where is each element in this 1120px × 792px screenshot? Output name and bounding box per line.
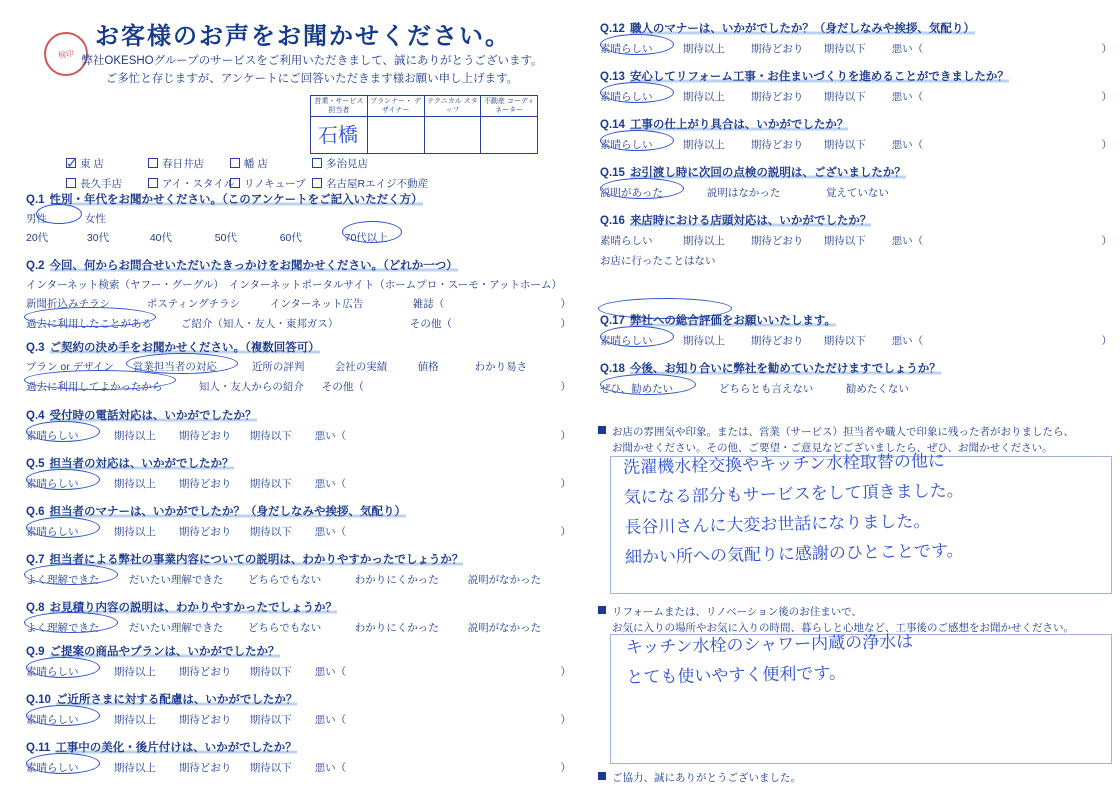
q12-option-bad-close: ） (1101, 43, 1112, 55)
q3-label (26, 339, 571, 355)
q16-option-bad-close: ） (1101, 235, 1112, 247)
q14-option-below[interactable]: 期待以下 (823, 139, 866, 151)
question-q17 (600, 312, 1112, 348)
q14-option-as-expected[interactable]: 期待どおり (750, 139, 804, 151)
q17-option-as-expected[interactable]: 期待どおり (750, 335, 804, 347)
checkbox-icon[interactable] (148, 178, 158, 188)
q17-options (600, 333, 1112, 348)
q6-option-above[interactable]: 期待以上 (113, 526, 156, 538)
q15-label (600, 164, 1112, 180)
q6-number: Q.6 (26, 506, 45, 518)
q1-option-30s[interactable]: 30代 (86, 232, 110, 244)
q4-text: 受付時の電話対応は、いかがでしたか？ (49, 410, 257, 422)
shop-label: リノキューブ (244, 178, 306, 190)
question-q5 (26, 455, 571, 491)
footer-thanks-text: ご協力、誠にありがとうございました。 (612, 772, 801, 784)
q9-option-above[interactable]: 期待以上 (113, 666, 156, 678)
q8-option-hard-to-understand[interactable]: わかりにくかった (354, 622, 439, 634)
q16-option-as-expected[interactable]: 期待どおり (750, 235, 804, 247)
q5-option-bad-close: ） (560, 478, 571, 490)
q8-option-neutral[interactable]: どちらでもない (247, 622, 322, 634)
staff-col-technical: テクニカル スタッフ (424, 96, 481, 117)
q1-number: Q.1 (26, 194, 45, 206)
q8-option-no-explanation[interactable]: 説明がなかった (467, 622, 542, 634)
q6-label (26, 503, 571, 519)
q7-option-understood-well[interactable]: よく理解できた (26, 574, 100, 586)
q13-option-above[interactable]: 期待以上 (682, 91, 725, 103)
q2-option-magazine[interactable]: 雑誌（ (412, 298, 445, 310)
q18-option-neutral[interactable]: どちらとも言えない (718, 383, 814, 395)
q2-options-row-1 (26, 277, 571, 292)
comment-1-prompt-line-1: お店の雰囲気や印象。または、営業（サービス）担当者や職人で印象に残った者がおりましたら、 (598, 424, 1110, 440)
q7-options (26, 572, 571, 587)
q3-option-referral[interactable]: 知人・友人からの紹介 (198, 381, 304, 393)
q12-options (600, 41, 1112, 56)
q6-option-below[interactable]: 期待以下 (249, 526, 292, 538)
q14-option-above[interactable]: 期待以上 (682, 139, 725, 151)
question-q15 (600, 164, 1112, 200)
shop-option-nagoya-r-age[interactable] (312, 176, 429, 191)
q1-option-40s[interactable]: 40代 (149, 232, 173, 244)
shop-option-tajimi[interactable] (312, 156, 422, 171)
q3-options-row-2 (26, 379, 571, 394)
q12-option-as-expected[interactable]: 期待どおり (750, 43, 804, 55)
q17-label (600, 312, 1112, 328)
q11-option-bad[interactable]: 悪い（ (314, 762, 347, 774)
q3-option-plan-design[interactable]: プラン or デザイン (26, 361, 114, 373)
q16-options-row-1 (600, 233, 1112, 248)
q14-options (600, 137, 1112, 152)
question-q6 (26, 503, 571, 539)
q11-options (26, 760, 571, 775)
q9-option-excellent[interactable]: 素晴らしい (26, 666, 79, 678)
question-q18 (600, 360, 1112, 396)
q2-option-newspaper-flyer[interactable]: 新聞折込みチラシ (26, 298, 110, 310)
shop-row-1 (66, 156, 422, 171)
q12-option-above[interactable]: 期待以上 (682, 43, 725, 55)
checkbox-icon[interactable] (148, 158, 158, 168)
staff-value-planner[interactable] (367, 117, 424, 154)
q5-options (26, 476, 571, 491)
q1-option-male[interactable]: 男性 (26, 213, 47, 225)
q17-option-below[interactable]: 期待以下 (823, 335, 866, 347)
shop-checkbox-group (66, 156, 429, 196)
q15-options (600, 185, 1112, 200)
q6-option-bad[interactable]: 悪い（ (314, 526, 347, 538)
q1-text: 性別・年代をお聞かせください。（このアンケートをご記入いただく方） (49, 194, 423, 206)
shop-label: 長久手店 (80, 178, 122, 190)
q6-option-excellent[interactable]: 素晴らしい (26, 526, 79, 538)
staff-value-realestate[interactable] (481, 117, 538, 154)
q9-option-as-expected[interactable]: 期待どおり (178, 666, 232, 678)
q13-option-bad-close: ） (1101, 91, 1112, 103)
q7-text: 担当者による弊社の事業内容についての説明は、わかりやすかったでしょうか？ (49, 554, 464, 566)
q3-option-sales-response[interactable]: 営業担当者の対応 (132, 361, 217, 373)
q1-option-70plus[interactable]: 70代以上 (344, 232, 388, 244)
q7-option-no-explanation[interactable]: 説明がなかった (467, 574, 542, 586)
question-q16 (600, 212, 1112, 268)
q18-text: 今後、お知り合いに弊社を勧めていただけますでしょうか？ (629, 363, 941, 375)
q3-text: ご契約の決め手をお聞かせください。（複数回答可） (49, 342, 320, 354)
q2-option-internet-search[interactable]: インターネット検索（ヤフー・グーグル） (26, 279, 224, 291)
q8-number: Q.8 (26, 602, 45, 614)
q4-option-excellent[interactable]: 素晴らしい (26, 430, 79, 442)
staff-table-header-row (311, 96, 538, 117)
q15-text: お引渡し時に次回の点検の説明は、ございましたか？ (629, 167, 906, 179)
shop-row-2 (66, 176, 429, 191)
q10-option-as-expected[interactable]: 期待どおり (178, 714, 232, 726)
q15-option-dont-remember[interactable]: 覚えていない (825, 187, 889, 199)
q9-option-below[interactable]: 期待以下 (249, 666, 292, 678)
q17-option-bad-close: ） (1101, 335, 1112, 347)
intro-line-1: 弊社OKESHOグループのサービスをご利用いただきまして、誠にありがとうございます。 (81, 55, 543, 67)
q10-number: Q.10 (26, 694, 51, 706)
q15-number: Q.15 (600, 167, 625, 179)
q5-option-above[interactable]: 期待以上 (113, 478, 156, 490)
q4-options (26, 428, 571, 443)
q2-number: Q.2 (26, 260, 45, 272)
q13-text: 安心してリフォーム工事・お住まいづくりを進めることができましたか？ (629, 71, 1009, 83)
q8-label (26, 599, 571, 615)
question-q14 (600, 116, 1112, 152)
q1-options-row-2 (26, 230, 571, 245)
q4-option-bad-close: ） (560, 430, 571, 442)
q9-option-bad-close: ） (560, 666, 571, 678)
q15-option-explained[interactable]: 説明があった (600, 187, 663, 199)
q2-label (26, 257, 571, 273)
q5-option-as-expected[interactable]: 期待どおり (178, 478, 232, 490)
q2-option-internet-ad[interactable]: インターネット広告 (269, 298, 364, 310)
staff-col-planner: プランナー・ デザイナー (367, 96, 424, 117)
shop-option-kasugai[interactable] (148, 156, 230, 171)
q16-option-below[interactable]: 期待以下 (823, 235, 866, 247)
q8-option-understood-well[interactable]: よく理解できた (26, 622, 100, 634)
staff-value-technical[interactable] (424, 117, 481, 154)
q7-option-hard-to-understand[interactable]: わかりにくかった (354, 574, 439, 586)
q17-option-above[interactable]: 期待以上 (682, 335, 725, 347)
q3-option-reputation[interactable]: 近所の評判 (251, 361, 305, 373)
q2-option-referral[interactable]: ご紹介（知人・友人・東邦ガス） (180, 318, 339, 330)
q1-label (26, 191, 571, 207)
shop-option-nagakute[interactable] (66, 176, 148, 191)
handwritten-staff-name: 石橋 (317, 122, 359, 148)
q11-label (26, 739, 571, 755)
shop-option-higashi[interactable] (66, 156, 148, 171)
shop-option-renocube[interactable] (230, 176, 312, 191)
q6-text: 担当者のマナーは、いかがでしたか？（身だしなみや挨拶、気配り） (49, 506, 407, 518)
q13-option-bad[interactable]: 悪い（ (891, 91, 924, 103)
q5-option-bad[interactable]: 悪い（ (314, 478, 347, 490)
q16-option-excellent[interactable]: 素晴らしい (600, 235, 653, 247)
question-q3 (26, 339, 571, 394)
q16-text: 来店時における店頭対応は、いかがでしたか？ (629, 215, 872, 227)
q9-text: ご提案の商品やプランは、いかがでしたか？ (49, 646, 280, 658)
q7-option-neutral[interactable]: どちらでもない (247, 574, 322, 586)
q2-options-row-2 (26, 296, 571, 311)
q3-option-price[interactable]: 値格 (417, 361, 439, 373)
q5-option-excellent[interactable]: 素晴らしい (26, 478, 79, 490)
q1-options-row-1 (26, 211, 571, 226)
q13-option-excellent[interactable]: 素晴らしい (600, 91, 653, 103)
q2-options-row-3 (26, 316, 571, 331)
q14-option-excellent[interactable]: 素晴らしい (600, 139, 653, 151)
checkbox-icon[interactable] (312, 158, 322, 168)
q12-option-below[interactable]: 期待以下 (823, 43, 866, 55)
q5-number: Q.5 (26, 458, 45, 470)
q3-option-clarity[interactable]: わかり易さ (474, 361, 528, 373)
footer-thanks (598, 770, 801, 785)
q6-option-as-expected[interactable]: 期待どおり (178, 526, 232, 538)
checkbox-icon[interactable] (230, 178, 240, 188)
q16-option-above[interactable]: 期待以上 (682, 235, 725, 247)
q12-number: Q.12 (600, 23, 625, 35)
q8-options (26, 620, 571, 635)
q18-label (600, 360, 1112, 376)
q5-label (26, 455, 571, 471)
q13-label (600, 68, 1112, 84)
q11-option-excellent[interactable]: 素晴らしい (26, 762, 79, 774)
q4-option-above[interactable]: 期待以上 (113, 430, 156, 442)
shop-option-istyle[interactable] (148, 176, 235, 191)
q16-options-row-2 (600, 253, 1112, 268)
q7-number: Q.7 (26, 554, 45, 566)
question-q2 (26, 257, 571, 331)
q2-option-portal-site[interactable]: インターネットポータルサイト（ホームプロ・スーモ・アットホーム） (228, 279, 562, 291)
q1-option-60s[interactable]: 60代 (279, 232, 302, 244)
q8-option-mostly-understood[interactable]: だいたい理解できた (128, 622, 224, 634)
q2-option-other-close: ） (560, 318, 571, 330)
q15-option-not-explained[interactable]: 説明はなかった (706, 187, 781, 199)
q2-text: 今回、何からお問合せいただいたきっかけをお聞かせください。（どれか一つ） (49, 260, 458, 272)
q2-option-other[interactable]: その他（ (409, 318, 452, 330)
q16-option-bad[interactable]: 悪い（ (891, 235, 924, 247)
question-q10 (26, 691, 571, 727)
seal-text: 検印 (57, 48, 75, 60)
q11-option-as-expected[interactable]: 期待どおり (178, 762, 232, 774)
q3-number: Q.3 (26, 342, 45, 354)
q11-option-below[interactable]: 期待以下 (249, 762, 292, 774)
q8-text: お見積り内容の説明は、わかりやすかったでしょうか？ (49, 602, 338, 614)
q17-number: Q.17 (600, 315, 625, 327)
question-q8 (26, 599, 571, 635)
q2-option-used-before[interactable]: 過去に利用したことがある (26, 318, 152, 330)
shop-label: 多治見店 (326, 158, 368, 170)
q11-text: 工事中の美化・後片付けは、いかがでしたか？ (55, 742, 297, 754)
q1-option-female[interactable]: 女性 (84, 213, 106, 225)
shop-option-hata[interactable] (230, 156, 312, 171)
question-q9 (26, 643, 571, 679)
q18-number: Q.18 (600, 363, 625, 375)
q16-label (600, 212, 1112, 228)
q13-number: Q.13 (600, 71, 625, 83)
q10-option-bad[interactable]: 悪い（ (314, 714, 347, 726)
q4-option-as-expected[interactable]: 期待どおり (178, 430, 232, 442)
q9-options (26, 664, 571, 679)
q13-option-as-expected[interactable]: 期待どおり (750, 91, 804, 103)
q7-option-mostly-understood[interactable]: だいたい理解できた (128, 574, 224, 586)
q3-option-used-before-good[interactable]: 過去に利用してよかったから (26, 381, 163, 393)
q18-option-definitely-recommend[interactable]: ぜひ、勧めたい (600, 383, 674, 395)
q14-text: 工事の仕上がり具合は、いかがでしたか？ (629, 119, 849, 131)
comment-2-prompt-line-2: お気に入りの場所やお気に入りの時間、暮らしと心地など、工事後のご感想をお聞かせください。 (612, 622, 1074, 634)
staff-col-realestate: 不動産 コーディネーター (481, 96, 538, 117)
q3-options-row-1 (26, 359, 571, 374)
q14-number: Q.14 (600, 119, 625, 131)
q14-label (600, 116, 1112, 132)
q10-option-bad-close: ） (560, 714, 571, 726)
q10-label (26, 691, 571, 707)
q10-option-above[interactable]: 期待以上 (113, 714, 156, 726)
q14-option-bad-close: ） (1101, 139, 1112, 151)
q9-option-bad[interactable]: 悪い（ (314, 666, 347, 678)
q3-option-other[interactable]: その他（ (321, 381, 364, 393)
question-q13 (600, 68, 1112, 104)
q12-text: 職人のマナーは、いかがでしたか？（身だしなみや挨拶、気配り） (629, 23, 975, 35)
shop-label: 東 店 (80, 158, 104, 170)
comment-2-handwriting: キッチン水栓のシャワー内蔵の浄水は とても使いやすく便利です。 (625, 632, 914, 689)
q6-option-bad-close: ） (560, 526, 571, 538)
q11-option-above[interactable]: 期待以上 (113, 762, 156, 774)
q1-option-20s[interactable]: 20代 (26, 232, 49, 244)
q11-number: Q.11 (26, 742, 51, 754)
q13-option-below[interactable]: 期待以下 (823, 91, 866, 103)
shop-label: 春日井店 (162, 158, 204, 170)
q10-option-excellent[interactable]: 素晴らしい (26, 714, 79, 726)
shop-label: 名古屋Rエイジ不動産 (326, 178, 429, 190)
bullet-square-icon (598, 606, 606, 614)
q11-option-bad-close: ） (560, 762, 571, 774)
q14-option-bad[interactable]: 悪い（ (891, 139, 924, 151)
comment-1-prompt-line-2: お聞かせください。その他、ご要望・ご意見などございましたら、ぜひ、お聞かせください。 (612, 442, 1053, 454)
shop-label: アイ・スタイル (162, 178, 235, 190)
q3-option-other-close: ） (560, 381, 571, 393)
shop-checkmark-icon: ✓ (66, 155, 78, 171)
bullet-square-icon (598, 426, 606, 434)
q9-label (26, 643, 571, 659)
comment-1-handwriting: 洗濯機水栓交換やキッチン水栓取替の他に 気になる部分もサービスをして頂きました。 長谷川さんに大変お世話になりました。 細かい所への気配りに感謝のひとことです。 (622, 451, 964, 569)
question-q1 (26, 191, 571, 245)
question-q4 (26, 407, 571, 443)
q4-number: Q.4 (26, 410, 45, 422)
checkbox-icon[interactable] (230, 158, 240, 168)
q18-option-would-not-recommend[interactable]: 勧めたくない (845, 383, 909, 395)
q10-option-below[interactable]: 期待以下 (249, 714, 292, 726)
question-q7 (26, 551, 571, 587)
checkbox-icon[interactable] (66, 178, 76, 188)
page-title: お客様のお声をお聞かせください。 (95, 23, 511, 50)
intro-line-2: ご多忙と存じますが、アンケートにご回答いただきます様お願い申し上げます。 (105, 73, 519, 85)
q10-text: ご近所さまに対する配慮は、いかがでしたか？ (55, 694, 298, 706)
q5-text: 担当者の対応は、いかがでしたか？ (49, 458, 234, 470)
q12-option-excellent[interactable]: 素晴らしい (600, 43, 653, 55)
q4-option-bad[interactable]: 悪い（ (314, 430, 347, 442)
q17-text: 弊社への総合評価をお願いいたします。 (629, 315, 837, 327)
q17-option-excellent[interactable]: 素晴らしい (600, 335, 653, 347)
q3-option-track-record[interactable]: 会社の実績 (334, 361, 388, 373)
staff-col-sales: 営業・サービス 担当者 (311, 96, 368, 117)
q2-option-posting-flyer[interactable]: ポスティングチラシ (146, 298, 241, 310)
q5-option-below[interactable]: 期待以下 (249, 478, 292, 490)
q12-label (600, 20, 1112, 36)
q16-number: Q.16 (600, 215, 625, 227)
shop-label: 幡 店 (244, 158, 268, 170)
q1-option-50s[interactable]: 50代 (214, 232, 237, 244)
question-q11 (26, 739, 571, 775)
q18-options (600, 381, 1112, 396)
q4-option-below[interactable]: 期待以下 (249, 430, 292, 442)
q2-option-magazine-close: ） (560, 298, 571, 310)
comment-2-prompt-line-1: リフォームまたは、リノベーション後のお住まいで、 (598, 604, 1110, 620)
q16-option-never-visited[interactable]: お店に行ったことはない (600, 255, 716, 267)
q17-option-bad[interactable]: 悪い（ (891, 335, 924, 347)
q12-option-bad[interactable]: 悪い（ (891, 43, 924, 55)
q4-label (26, 407, 571, 423)
intro-text (62, 52, 562, 88)
q6-options (26, 524, 571, 539)
q9-number: Q.9 (26, 646, 45, 658)
q7-label (26, 551, 571, 567)
question-q12 (600, 20, 1112, 56)
q10-options (26, 712, 571, 727)
q13-options (600, 89, 1112, 104)
checkbox-icon[interactable] (312, 178, 322, 188)
bullet-square-icon (598, 772, 606, 780)
